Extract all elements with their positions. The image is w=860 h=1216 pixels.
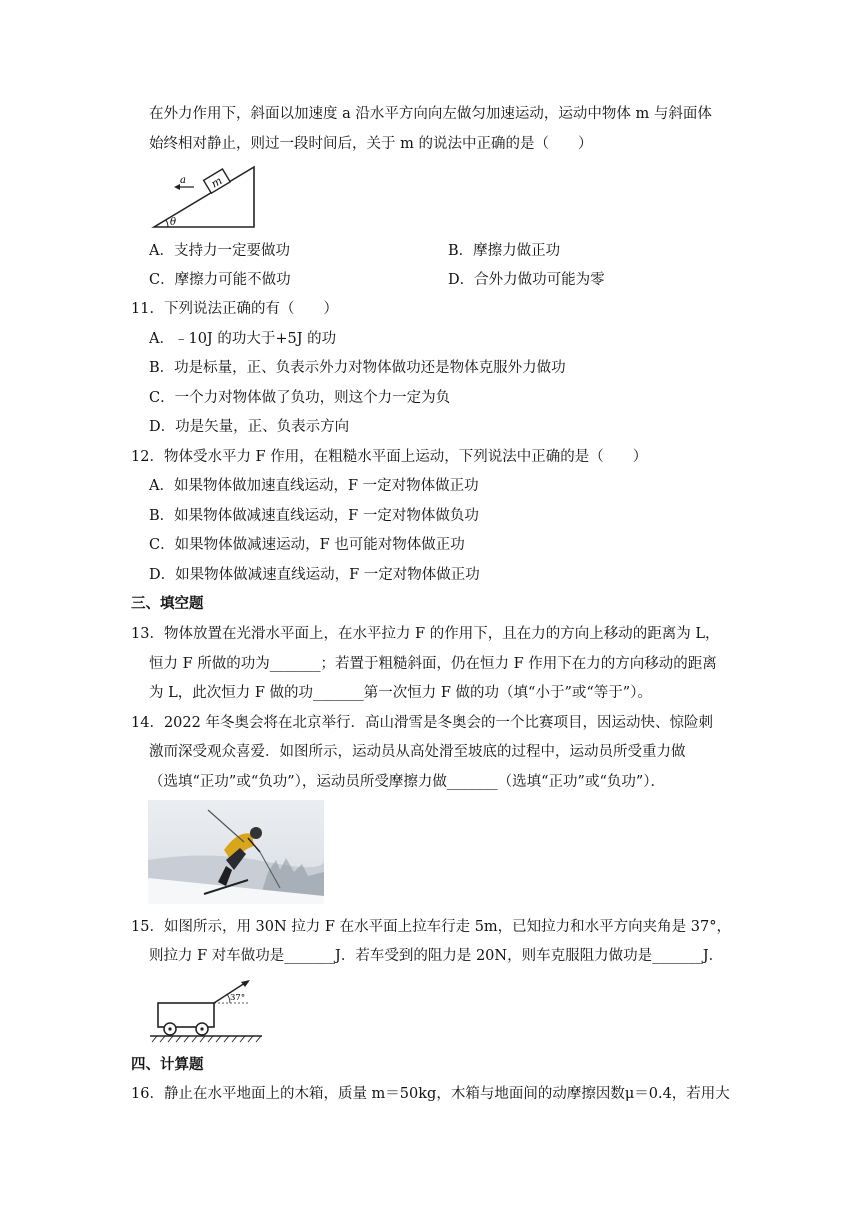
cart-figure xyxy=(150,975,264,1043)
angle-label: 37° xyxy=(230,993,246,1003)
q12-option-c: C．如果物体做减速运动，F 也可能对物体做正功 xyxy=(149,537,465,553)
q12-option-d: D．如果物体做减速直线运动，F 一定对物体做正功 xyxy=(149,567,480,583)
q13-line1: 13．物体放置在光滑水平面上，在水平拉力 F 的作用下，且在力的方向上移动的距离为 L， xyxy=(131,626,720,642)
pull-force-arrowhead xyxy=(241,980,250,987)
skier-photo xyxy=(148,800,324,904)
q13-line2: 恒力 F 所做的功为_______；若置于粗糙斜面，仍在恒力 F 作用下在力的方向移动的距离 xyxy=(149,656,717,672)
q15-line1: 15．如图所示，用 30N 拉力 F 在水平面上拉车行走 5m，已知拉力和水平方向夹角是 37°， xyxy=(131,919,731,935)
incline-triangle xyxy=(154,167,254,227)
q12-stem: 12．物体受水平力 F 作用，在粗糙水平面上运动，下列说法中正确的是（ ） xyxy=(131,449,648,465)
q11-option-a: A．﹣10J 的功大于+5J 的功 xyxy=(149,331,337,347)
q10-stem-line1: 在外力作用下，斜面以加速度 a 沿水平方向向左做匀加速运动，运动中物体 m 与斜面体 xyxy=(149,106,712,122)
q10-option-a: A．支持力一定要做功 xyxy=(149,243,290,259)
q15-line2: 则拉力 F 对车做功是_______J．若车受到的阻力是 20N，则车克服阻力做功是_______J． xyxy=(149,948,724,964)
q14-line1: 14．2022 年冬奥会将在北京举行．高山滑雪是冬奥会的一个比赛项目，因运动快、惊险刺 xyxy=(131,715,713,731)
q11-option-c: C．一个力对物体做了负功，则这个力一定为负 xyxy=(149,390,451,406)
q13-line3: 为 L，此次恒力 F 做的功_______第一次恒力 F 做的功（填“小于”或“等于”）。 xyxy=(149,685,652,701)
q10-option-b: B．摩擦力做正功 xyxy=(448,243,561,259)
q11-option-b: B．功是标量，正、负表示外力对物体做功还是物体克服外力做功 xyxy=(149,360,566,376)
q12-option-b: B．如果物体做减速直线运动，F 一定对物体做负功 xyxy=(149,508,479,524)
ground-hatching xyxy=(152,1036,261,1042)
accel-label: a xyxy=(180,175,186,186)
section-heading-fill-in: 三、填空题 xyxy=(131,596,204,612)
block-m-label: m xyxy=(208,174,225,191)
q10-option-c: C．摩擦力可能不做功 xyxy=(149,272,291,288)
theta-label: θ xyxy=(170,217,177,228)
q10-stem-line2: 始终相对静止，则过一段时间后，关于 m 的说法中正确的是（ ） xyxy=(149,136,593,152)
q11-stem: 11．下列说法正确的有（ ） xyxy=(131,301,338,317)
q14-line3: （选填“正功”或“负功”），运动员所受摩擦力做_______（选填“正功”或“负功”）． xyxy=(149,774,666,790)
angle-arc xyxy=(166,220,168,227)
block-m xyxy=(204,169,231,193)
q16-line1: 16．静止在水平地面上的木箱，质量 m＝50kg，木箱与地面间的动摩擦因数μ＝0.4，若用大 xyxy=(131,1086,730,1102)
section-heading-calculation: 四、计算题 xyxy=(131,1057,204,1073)
q14-line2: 激而深受观众喜爱．如图所示，运动员从高处滑至坡底的过程中，运动员所受重力做 xyxy=(149,744,686,760)
incline-figure xyxy=(150,163,260,231)
q10-option-d: D．合外力做功可能为零 xyxy=(448,272,605,288)
q11-option-d: D．功是矢量，正、负表示方向 xyxy=(149,419,350,435)
q12-option-a: A．如果物体做加速直线运动，F 一定对物体做正功 xyxy=(149,478,479,494)
